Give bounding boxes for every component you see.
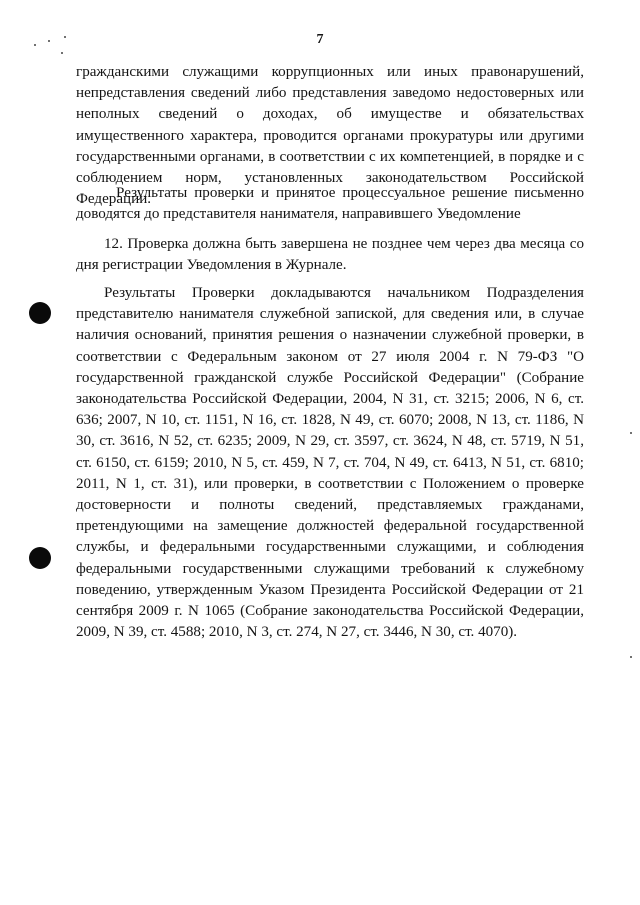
- scan-speck: [48, 40, 50, 42]
- punch-hole-mark: [29, 547, 51, 569]
- paragraph-text: Результаты проверки и принятое процессуальное решение письменно доводятся до представителя нанимателя, направившего Уведомление: [76, 185, 584, 223]
- paragraph-text: 12. Проверка должна быть завершена не позднее чем через два месяца со дня регистрации Уведомления в Журнале.: [76, 236, 584, 274]
- paragraph-text: гражданскими служащими коррупционных или иных правонарушений, непредставления сведений либо представления заведомо недостоверных или неполных сведений о доходах, об имуществе и обязательствах имущественного характера, проводится органами прокуратуры или другими государственными органами, в соответствии с их компетенцией, в порядке и с соблюдением норм, установленных законодательством Российской Федерации.: [76, 64, 584, 208]
- scan-speck: [61, 52, 63, 54]
- scan-speck: [64, 36, 66, 38]
- scan-speck: [630, 656, 632, 658]
- punch-hole-mark: [29, 302, 51, 324]
- page-number: 7: [316, 32, 324, 47]
- scan-speck: [630, 432, 632, 434]
- paragraph-text: Результаты Проверки докладываются начальником Подразделения представителю нанимателя служебной запиской, для сведения или, в случае наличия оснований, принятия решения о назначении служебной проверки, в соответствии с Федеральным законом от 27 июля 2004 г. N 79-ФЗ "О государственной гражданской службе Российской Федерации" (Собрание законодательства Российской Федерации, 2004, N 31, ст. 3215; 2006, N 6, ст. 636; 2007, N 10, ст. 1151, N 16, ст. 1828, N 49, ст. 6070; 2008, N 13, ст. 1186, N 30, ст. 3616, N 52, ст. 6235; 2009, N 29, ст. 3597, ст. 3624, N 48, ст. 5719, N 51, ст. 6150, ст. 6159; 2010, N 5, ст. 459, N 7, ст. 704, N 49, ст. 6413, N 51, ст. 6810; 2011, N 1, ст. 31), или проверки, в соответствии с Положением о проверке достоверности и полноты сведений, представляемых гражданами, претендующими на замещение должностей федеральной государственной службы, и федеральными государственными служащими, и соблюдения федеральными государственными служащими требований к служебному поведению, утвержденным Указом Президента Российской Федерации от 21 сентября 2009 г. N 1065 (Собрание законодательства Российской Федерации, 2009, N 39, ст. 4588; 2010, N 3, ст. 274, N 27, ст. 3446, N 30, ст. 4070).: [76, 285, 584, 641]
- paragraph-results-notification: [76, 183, 584, 225]
- paragraph-results-report: [76, 283, 584, 643]
- paragraph-item-12: [76, 234, 584, 276]
- scan-speck: [34, 44, 36, 46]
